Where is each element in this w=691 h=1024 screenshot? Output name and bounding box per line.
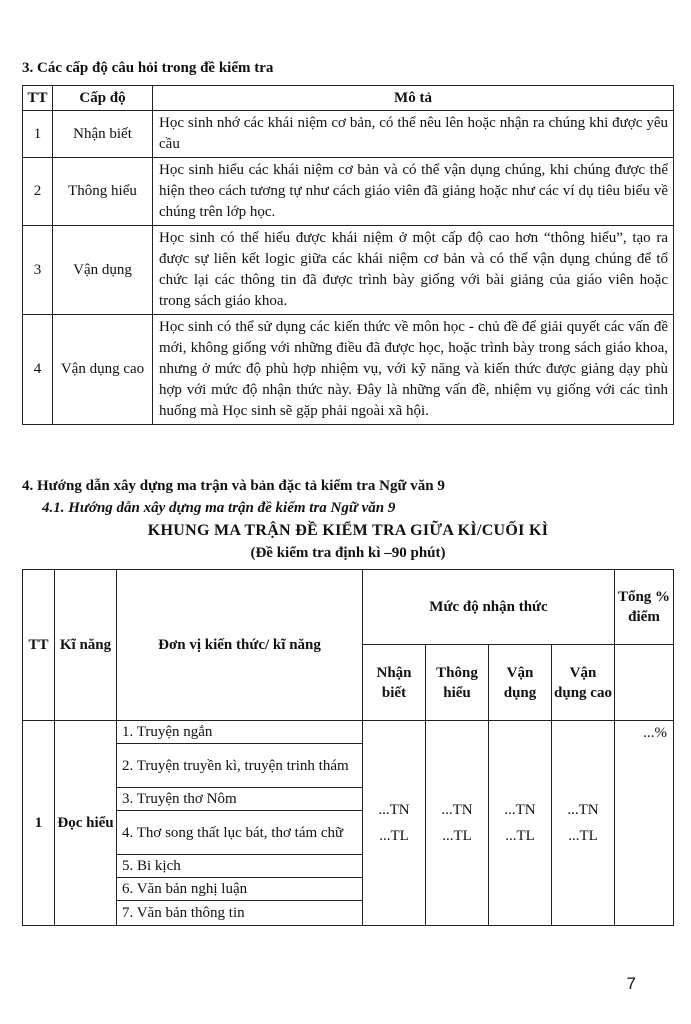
matrix-unit-row bbox=[23, 721, 674, 744]
section-4-heading: 4. Hướng dẫn xây dựng ma trận và bản đặc tả kiểm tra Ngữ văn 9 bbox=[22, 478, 445, 494]
cell-total: ...% bbox=[615, 721, 674, 926]
header-tt: TT bbox=[23, 86, 53, 111]
cell-tn: ...TN bbox=[441, 802, 473, 818]
header-level-recognize: Nhận biết bbox=[363, 645, 426, 721]
matrix-header-row bbox=[23, 570, 674, 645]
unit-item: 2. Truyện truyền kì, truyện trinh thám bbox=[117, 744, 363, 788]
unit-item: 3. Truyện thơ Nôm bbox=[117, 788, 363, 811]
row-description: Học sinh có thể sử dụng các kiến thức về môn học - chủ đề để giải quyết các vấn đề mới, không giống với những điều đã được học, hoặc trình bày trong sách giáo khoa, nhưng ở mức độ phù hợp nhiệm vụ, với kỹ năng và kiến thức được giảng dạy phù hợp với mức độ nhận thức này. Đây là những vấn đề, nhiệm vụ giống với các tình huống mà Học sinh sẽ gặp phải ngoài xã hội. bbox=[153, 315, 674, 425]
row-level: Vận dụng bbox=[53, 226, 153, 315]
cell-tn: ...TN bbox=[378, 802, 410, 818]
section-3-heading: 3. Các cấp độ câu hỏi trong đề kiểm tra bbox=[22, 60, 274, 76]
header-tt: TT bbox=[23, 570, 55, 721]
row-description: Học sinh hiểu các khái niệm cơ bản và có thể vận dụng chúng, khi chúng được thể hiện theo cách tương tự như cách giáo viên đã giảng hoặc như các ví dụ tiêu biểu về chúng trên lớp học. bbox=[153, 158, 674, 226]
unit-item: 6. Văn bản nghị luận bbox=[117, 878, 363, 901]
cell-recognize bbox=[363, 721, 426, 926]
header-level: Cấp độ bbox=[53, 86, 153, 111]
header-unit: Đơn vị kiến thức/ kĩ năng bbox=[117, 570, 363, 721]
row-tt: 2 bbox=[23, 158, 53, 226]
cell-apply bbox=[489, 721, 552, 926]
row-level: Thông hiểu bbox=[53, 158, 153, 226]
row-level: Nhận biết bbox=[53, 111, 153, 158]
row-description: Học sinh có thể hiểu được khái niệm ở một cấp độ cao hơn “thông hiểu”, tạo ra được sự liên kết logic giữa các khái niệm cơ bản và có thể vận dụng chúng để tổ chức lại các thông tin đã được trình bày giống với bài giảng của giáo viên hoặc trong sách giáo khoa. bbox=[153, 226, 674, 315]
cell-understand bbox=[426, 721, 489, 926]
matrix-title: KHUNG MA TRẬN ĐỀ KIỂM TRA GIỮA KÌ/CUỐI KÌ bbox=[147, 522, 549, 539]
row-tt: 4 bbox=[23, 315, 53, 425]
header-empty bbox=[615, 645, 674, 721]
row-tt: 1 bbox=[23, 111, 53, 158]
table-row bbox=[23, 315, 674, 425]
row-tt: 1 bbox=[23, 721, 55, 926]
page-number: 7 bbox=[626, 974, 636, 993]
header-skill: Kĩ năng bbox=[55, 570, 117, 721]
cell-tl: ...TL bbox=[505, 828, 535, 844]
section-4-1-heading: 4.1. Hướng dẫn xây dựng ma trận đề kiểm tra Ngữ văn 9 bbox=[42, 500, 396, 516]
question-levels-table bbox=[22, 85, 674, 425]
header-level-understand: Thông hiểu bbox=[426, 645, 489, 721]
table-row bbox=[23, 158, 674, 226]
header-level-apply-high: Vận dụng cao bbox=[552, 645, 615, 721]
header-level-apply: Vận dụng bbox=[489, 645, 552, 721]
table-row bbox=[23, 226, 674, 315]
table-header-row bbox=[23, 86, 674, 111]
cell-tn: ...TN bbox=[567, 802, 599, 818]
cell-tl: ...TL bbox=[442, 828, 472, 844]
header-description: Mô tả bbox=[153, 86, 674, 111]
matrix-subtitle: (Đề kiểm tra định kì –90 phút) bbox=[250, 545, 446, 561]
header-total-percent: Tổng % điểm bbox=[615, 570, 674, 645]
row-level: Vận dụng cao bbox=[53, 315, 153, 425]
cell-tn: ...TN bbox=[504, 802, 536, 818]
unit-item: 4. Thơ song thất lục bát, thơ tám chữ bbox=[117, 811, 363, 855]
cell-tl: ...TL bbox=[568, 828, 598, 844]
cell-tl: ...TL bbox=[379, 828, 409, 844]
exam-matrix-table bbox=[22, 569, 674, 926]
unit-item: 7. Văn bản thông tin bbox=[117, 901, 363, 926]
row-tt: 3 bbox=[23, 226, 53, 315]
unit-item: 1. Truyện ngắn bbox=[117, 721, 363, 744]
unit-item: 5. Bi kịch bbox=[117, 855, 363, 878]
row-skill: Đọc hiểu bbox=[55, 721, 117, 926]
table-row bbox=[23, 111, 674, 158]
cell-apply-high bbox=[552, 721, 615, 926]
row-description: Học sinh nhớ các khái niệm cơ bản, có thể nêu lên hoặc nhận ra chúng khi được yêu cầu bbox=[153, 111, 674, 158]
header-cognitive-levels: Mức độ nhận thức bbox=[363, 570, 615, 645]
